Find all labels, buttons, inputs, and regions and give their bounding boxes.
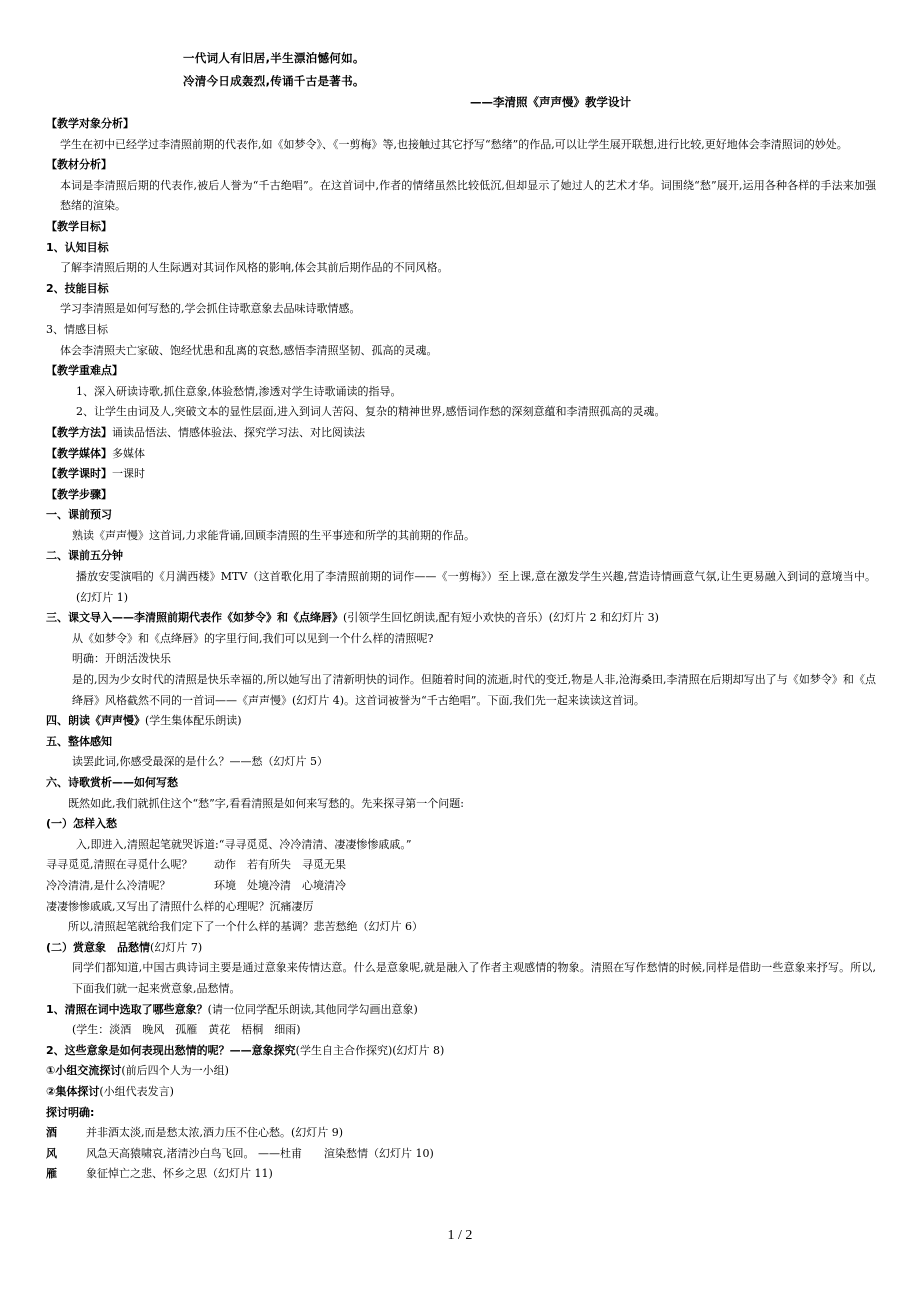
paragraph: 读罢此词,你感受最深的是什么？——愁（幻灯片 5） [72,755,328,769]
method-line [46,423,876,444]
paragraph: 播放安雯演唱的《月满西楼》MTV（这首歌化用了李清照前期的词作——《一剪梅》）至上课,意在激发学生兴趣,营造诗情画意气氛,让生更易融入到词的意境当中。(幻灯片 1) [76,570,876,604]
hours-line [46,464,876,485]
section-heading: 【教材分析】 [46,158,112,172]
section-heading: 【教学对象分析】 [46,117,134,130]
question-line [46,1041,876,1062]
analysis-answer: 动作 若有所失 寻觅无果 [214,858,346,872]
imagery-value: 象征悼亡之悲、怀乡之思（幻灯片 11) [86,1167,273,1181]
section-heading: 【教学重难点】 [46,364,123,378]
sub-heading-line [46,938,876,959]
sub-heading: (一）怎样入愁 [46,817,118,831]
sub-heading: (二）赏意象 品愁情 [46,940,151,954]
analysis-row: 凄凄惨惨戚戚,又写出了清照什么样的心理呢？沉痛凄厉 [46,899,314,913]
discussion-line [46,1082,876,1103]
step-title: 二、课前五分钟 [46,549,123,563]
section-heading: 【教学媒体】 [46,446,112,460]
imagery-value: 并非酒太淡,而是愁太浓,酒力压不住心愁。(幻灯片 9) [86,1126,344,1140]
media-line [46,444,876,465]
discussion-title: ②集体探讨 [46,1084,100,1098]
page-number: 1 / 2 [447,1228,473,1243]
question-note: (学生自主合作探究)(幻灯片 8) [295,1043,445,1057]
section-heading: 【教学课时】 [46,467,112,481]
imagery-key: 酒 [46,1126,57,1140]
imagery-row [46,1123,876,1144]
discussion-note: (小组代表发言) [99,1084,174,1098]
analysis-question: 寻寻觅觅,清照在寻觅什么呢？ [46,858,193,872]
epigraph-line-2: 冷清今日成轰烈,传诵千古是著书。 [183,74,365,88]
paragraph: (学生：淡酒 晚风 孤雁 黄花 梧桐 细雨) [72,1023,301,1037]
step-title: 六、诗歌赏析——如何写愁 [46,776,178,789]
clarify-label: 探讨明确: [46,1105,95,1119]
imagery-value: 风急天高猿啸哀,渚清沙白鸟飞回。 ——杜甫 渲染愁情（幻灯片 10) [86,1146,434,1160]
step-note: (引领学生回忆朗读,配有短小欢快的音乐）(幻灯片 2 和幻灯片 3) [343,611,659,625]
analysis-answer: 环境 处境冷清 心境清冷 [214,878,346,892]
document-subtitle: ——李清照《声声慢》教学设计 [470,95,631,109]
goal-title: 1、认知目标 [46,240,109,254]
paragraph: 是的,因为少女时代的清照是快乐幸福的,所以她写出了清新明快的词作。但随着时间的流逝,时代的变迁,物是人非,沧海桑田,李清照在后期却写出了与《如梦令》和《点绛唇》风格截然不同的一首词——《声声慢》(幻灯片 4)。这首词被誉为“千古绝唱”。下面,我们先一起来读读这首词。 [72,673,876,707]
paragraph: 从《如梦令》和《点绛唇》的字里行间,我们可以见到一个什么样的清照呢? [72,631,434,645]
discussion-note: (前后四个人为一小组) [121,1064,229,1078]
document-body [46,114,876,1185]
paragraph: 2、让学生由词及人,突破文本的显性层面,进入到词人苦闷、复杂的精神世界,感悟词作愁的深刻意蕴和李清照孤高的灵魂。 [76,405,666,419]
paragraph: 同学们都知道,中国古典诗词主要是通过意象来传情达意。什么是意象呢,就是融入了作者主观感情的物象。清照在写作愁情的时候,同样是借助一些意象来抒写。所以,下面我们就一起来赏意象,品愁情。 [72,961,876,995]
paragraph: 了解李清照后期的人生际遇对其词作风格的影响,体会其前后期作品的不同风格。 [60,261,449,275]
section-heading: 【教学方法】 [46,425,112,439]
question-title: 1、清照在词中选取了哪些意象？ [46,1002,208,1016]
analysis-row [46,855,876,876]
question-title: 2、这些意象是如何表现出愁情的呢？——意象探究 [46,1043,296,1057]
analysis-question: 冷冷清清,是什么冷清呢？ [46,878,171,892]
paragraph: 既然如此,我们就抓住这个“愁”字,看看清照是如何来写愁的。先来探寻第一个问题: [68,796,464,810]
paragraph: 体会李清照夫亡家破、饱经忧患和乱离的哀愁,感悟李清照坚韧、孤高的灵魂。 [60,343,438,357]
step-title-line [46,608,876,629]
step-title: 一、课前预习 [46,508,112,522]
question-line [46,1000,876,1021]
imagery-key: 雁 [46,1167,57,1181]
paragraph: 入,即进入,清照起笔就哭诉道:“寻寻觅觅、冷冷清清、凄凄惨惨戚戚。” [76,837,412,851]
step-title: 三、课文导入——李清照前期代表作《如梦令》和《点绛唇》 [46,611,343,625]
analysis-row [46,876,876,897]
epigraph-line-1: 一代词人有旧居,半生漂泊憾何如。 [183,51,365,65]
section-heading: 【教学步骤】 [46,487,112,501]
goal-title: 2、技能目标 [46,281,109,295]
method-value: 诵读品悟法、情感体验法、探究学习法、对比阅读法 [112,425,365,439]
hours-value: 一课时 [112,467,145,481]
step-title: 四、朗读《声声慢》 [46,714,145,728]
question-note: (请一位同学配乐朗读,其他同学勾画出意象) [207,1002,418,1016]
imagery-row [46,1144,876,1165]
paragraph: 明确：开朗活泼快乐 [72,652,171,666]
media-value: 多媒体 [112,446,145,460]
paragraph: 本词是李清照后期的代表作,被后人誉为“千古绝唱”。在这首词中,作者的情绪虽然比较低沉,但却显示了她过人的艺术才华。词围绕“愁”展开,运用各种各样的手法来加强愁绪的渲染。 [60,178,876,213]
imagery-row [46,1164,876,1185]
goal-title: 3、情感目标 [46,322,108,336]
sub-note: (幻灯片 7) [150,940,203,954]
imagery-key: 风 [46,1146,57,1160]
discussion-title: ①小组交流探讨 [46,1064,122,1078]
paragraph: 1、深入研读诗歌,抓住意象,体验愁情,渗透对学生诗歌诵读的指导。 [76,384,402,398]
section-heading: 【教学目标】 [46,219,112,233]
step-title: 五、整体感知 [46,734,112,748]
paragraph: 学习李清照是如何写愁的,学会抓住诗歌意象去品味诗歌情感。 [60,302,361,316]
step-note: (学生集体配乐朗读) [145,714,242,728]
discussion-line [46,1061,876,1082]
paragraph: 熟读《声声慢》这首词,力求能背诵,回顾李清照的生平事迹和所学的其前期的作品。 [72,528,475,542]
paragraph: 所以,清照起笔就给我们定下了一个什么样的基调？悲苦愁绝（幻灯片 6） [68,920,423,934]
step-title-line [46,711,876,732]
paragraph: 学生在初中已经学过李清照前期的代表作,如《如梦令》、《一剪梅》等,也接触过其它抒写“愁绪”的作品,可以让学生展开联想,进行比较,更好地体会李清照词的妙处。 [60,137,848,151]
